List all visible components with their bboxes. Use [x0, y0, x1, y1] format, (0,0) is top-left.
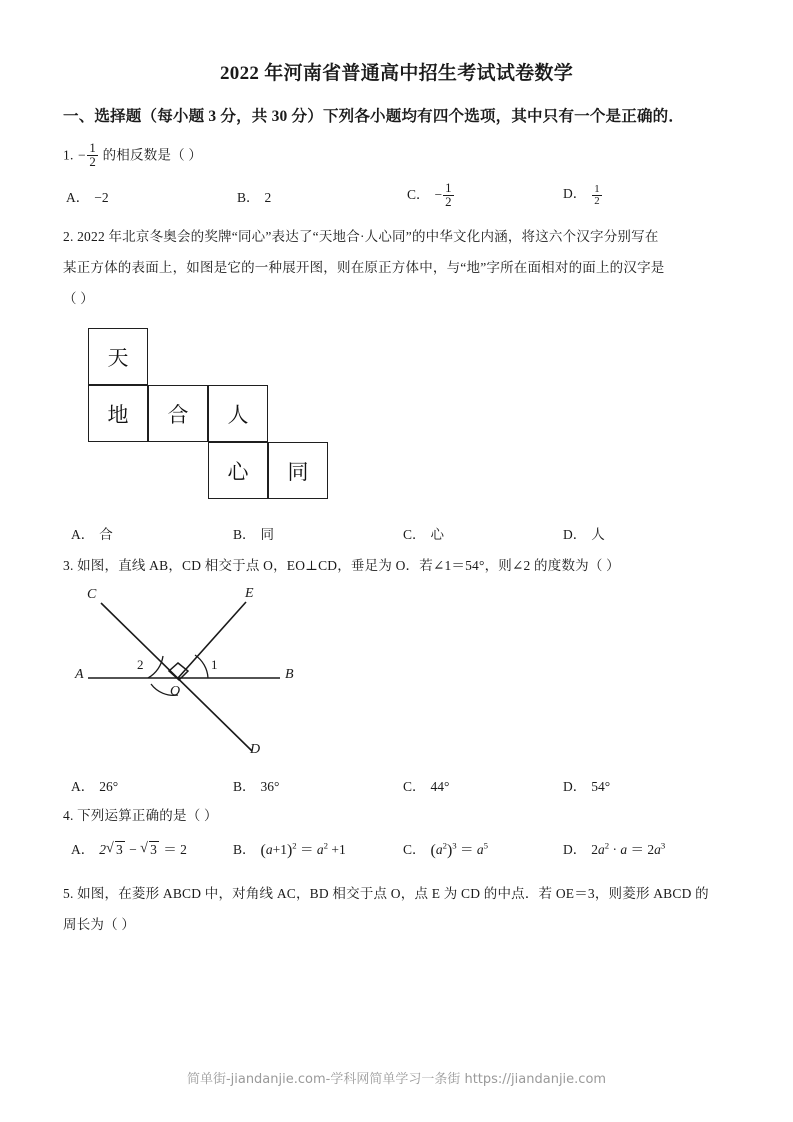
question-4-options: [63, 836, 743, 864]
net-cell-label: 人: [227, 402, 249, 427]
question-1-option-a[interactable]: A． −2: [66, 190, 109, 205]
q1-opt-d-value: $\frac{1}{2}$: [594, 182, 600, 207]
figure-label-e: E: [245, 586, 254, 601]
q4-opt-c-value: $(a^2)^3 = a^5$: [430, 840, 489, 860]
page-title: 2022 年河南省普通高中招生考试试卷数学: [219, 63, 574, 84]
question-3-stem-text: 3. 如图，直线 AB，CD 相交于点 O，EO⊥CD，垂足为 O．若∠1＝54°，则∠2 的度数为（ ）: [63, 558, 620, 573]
net-cell-tong: [268, 442, 328, 499]
net-cell-label: 心: [227, 459, 249, 484]
question-5-line-1: 5. 如图，在菱形 ABCD 中，对角线 AC，BD 相交于点 O，点 E 为 CD 的中点．若 OE＝3，则菱形 ABCD 的: [63, 886, 709, 901]
question-3-option-d[interactable]: D． 54°: [563, 779, 611, 794]
question-2-line-3: （ ）: [63, 291, 94, 306]
angle-2-arc: [148, 656, 163, 678]
q3-opt-d-value: 54°: [591, 779, 611, 794]
footer-watermark: 简单街-jiandanjie.com-学科网简单学习一条街 https://jiandanjie.com: [186, 1072, 607, 1087]
question-1-fraction: $\frac{1}{2}$: [89, 141, 97, 170]
q3-opt-a-value: 26°: [99, 779, 119, 794]
section-heading: 一、选择题（每小题 3 分，共 30 分）下列各小题均有四个选项，其中只有一个是正确的．: [63, 108, 685, 125]
question-1-options: [63, 182, 743, 216]
net-cell-label: 同: [287, 459, 309, 484]
question-2-line-2: 某正方体的表面上，如图是它的一种展开图，则在原正方体中，与“地”字所在面相对的面上的汉字是: [63, 260, 665, 275]
angle-1-label: 1: [211, 657, 218, 672]
q4-opt-d-value: $2a^2 \cdot a = 2a^3$: [591, 840, 666, 857]
angle-2-label: 2: [137, 657, 144, 672]
question-3-option-c[interactable]: C． 44°: [403, 779, 450, 794]
question-1-stem-suffix: 的相反数是（ ）: [102, 147, 203, 163]
question-1-number: 1.: [63, 147, 74, 163]
question-2-option-a[interactable]: A． 合: [71, 527, 113, 542]
net-cell-ren: [208, 385, 268, 442]
q4-opt-b-value: $(a+1)^2 = a^2 +1$: [260, 840, 346, 860]
question-4-option-c[interactable]: C． $(a^2)^3 = a^5$: [403, 840, 489, 860]
question-3-stem: [63, 556, 753, 576]
question-2-option-c[interactable]: C． 心: [403, 527, 445, 542]
q2-opt-b-value: 同: [260, 527, 275, 542]
figure-label-b: B: [285, 667, 294, 682]
question-1-option-b[interactable]: B． 2: [237, 190, 272, 205]
figure-label-d: D: [250, 742, 261, 757]
q1-opt-c-value: − $\frac{1}{2}$: [434, 181, 452, 210]
net-cell-xin: [208, 442, 268, 499]
question-1-option-d[interactable]: D． $\frac{1}{2}$: [563, 182, 603, 207]
q4-opt-a-value: 2 √ 3 − √ 3 ＝ 2: [99, 842, 187, 857]
question-4-option-b[interactable]: B． $(a+1)^2 = a^2 +1$: [233, 840, 346, 860]
q2-opt-c-value: 心: [430, 527, 445, 542]
figure-label-o: O: [170, 684, 181, 699]
question-2-line-1: 2. 2022 年北京冬奥会的奖牌“同心”表达了“天地合·人心同”的中华文化内涵，将这六个汉字分别写在: [63, 229, 659, 244]
angle-1-arc: [195, 655, 208, 678]
intersecting-lines-figure: [75, 585, 335, 775]
question-1-option-c[interactable]: C． − $\frac{1}{2}$: [407, 182, 455, 210]
question-5-line-2: 周长为（ ）: [63, 917, 136, 932]
question-4-stem: 4. 下列运算正确的是（ ）: [63, 808, 218, 823]
net-cell-tian: [88, 328, 148, 385]
net-cell-label: 天: [107, 345, 129, 370]
cube-net-figure: [88, 328, 332, 503]
geometry-svg: [75, 585, 335, 775]
question-1-minus: −: [77, 147, 87, 163]
question-2-option-d[interactable]: D． 人: [563, 527, 605, 542]
question-3-options: [63, 775, 743, 797]
net-cell-label: 地: [107, 402, 129, 427]
figure-label-c: C: [87, 587, 97, 602]
q3-opt-c-value: 44°: [430, 779, 450, 794]
net-cell-label: 合: [167, 402, 189, 427]
question-3-option-a[interactable]: A． 26°: [71, 779, 119, 794]
figure-label-a: A: [75, 667, 84, 682]
q3-opt-b-value: 36°: [260, 779, 280, 794]
q1-opt-b-value: 2: [264, 190, 272, 205]
question-1-stem: [63, 142, 202, 170]
net-cell-he: [148, 385, 208, 442]
net-cell-di: [88, 385, 148, 442]
question-2-option-b[interactable]: B． 同: [233, 527, 275, 542]
question-4-option-a[interactable]: A． 2 √ 3 − √ 3 ＝ 2: [71, 838, 187, 858]
question-4-option-d[interactable]: D． $2a^2 \cdot a = 2a^3$: [563, 840, 666, 857]
q2-opt-a-value: 合: [99, 527, 113, 542]
q1-opt-a-value: −2: [94, 190, 109, 205]
question-3-option-b[interactable]: B． 36°: [233, 779, 280, 794]
question-2-options: [63, 523, 743, 545]
q2-opt-d-value: 人: [591, 527, 605, 542]
